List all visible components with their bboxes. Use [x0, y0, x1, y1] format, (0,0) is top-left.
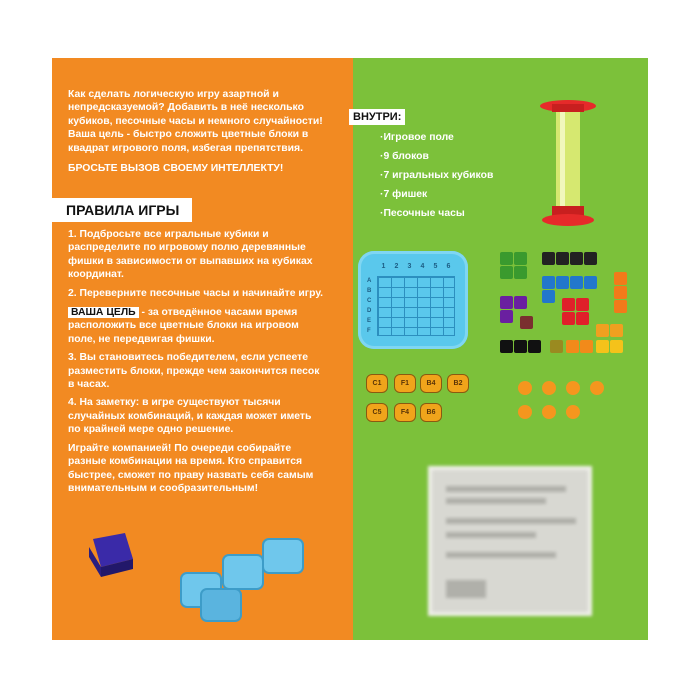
green-block — [500, 266, 513, 279]
rule-line: в часах. — [68, 379, 110, 391]
chip — [542, 405, 556, 419]
dice-token: C5 — [366, 403, 388, 422]
black-block — [584, 252, 597, 265]
black-block — [570, 252, 583, 265]
red-block — [576, 312, 589, 325]
inside-item: ·7 игральных кубиков — [380, 170, 494, 181]
black-block — [556, 252, 569, 265]
brown-block — [520, 316, 533, 329]
rule-line: 3. Вы становитесь победителем, если успеете — [68, 352, 309, 364]
olive-block — [550, 340, 563, 353]
green-block — [514, 252, 527, 265]
board-col-label: 4 — [420, 263, 425, 270]
board-row-labels — [367, 276, 371, 336]
board-column-labels — [377, 263, 455, 270]
inside-list — [380, 128, 493, 223]
rule-line: разместить блоки, прежде чем закончится песок — [68, 365, 320, 377]
dice-token: F4 — [394, 403, 416, 422]
intro-line: Как сделать логическую игру азартной и — [68, 89, 279, 100]
challenge-line: БРОСЬТЕ ВЫЗОВ СВОЕМУ ИНТЕЛЛЕКТУ! — [68, 163, 284, 175]
orange-block — [580, 340, 593, 353]
rule-line: внимательным и сообразительным! — [68, 482, 259, 494]
blue-block — [556, 276, 569, 289]
rule-line: расположить все цветные блоки на игровом — [68, 320, 299, 332]
orange-block — [566, 340, 579, 353]
goal-label: ВАША ЦЕЛЬ — [68, 307, 139, 318]
yellow-block — [610, 324, 623, 337]
blue-block — [542, 290, 555, 303]
black-block — [542, 252, 555, 265]
orange-block — [614, 300, 627, 313]
board-col-label: 3 — [407, 263, 412, 270]
red-block — [576, 298, 589, 311]
board-row-label: B — [367, 288, 372, 294]
board-col-label: 5 — [433, 263, 438, 270]
orange-block — [614, 272, 627, 285]
rule-line: Играйте компанией! По очереди собирайте — [68, 442, 292, 454]
rule-line: быстрее, сможет по праву назвать себя самым — [68, 469, 314, 481]
chip — [518, 405, 532, 419]
yellow-block — [596, 340, 609, 353]
inside-item: ·Игровое поле — [380, 132, 454, 143]
chip — [590, 381, 604, 395]
dice-token: F1 — [394, 374, 416, 393]
rule-line: фишки в зависимости от выпавших на кубиках — [68, 255, 313, 267]
rule-line: случайных комбинаций, и каждая может иметь — [68, 410, 312, 422]
intro-line: Ваша цель - быстро сложить цветные блоки в — [68, 129, 309, 141]
red-block — [562, 298, 575, 311]
blue-block-illustration — [181, 539, 303, 621]
board-row-label: E — [367, 318, 372, 324]
intro-line: квадрат игрового поля, избегая препятствия. — [68, 142, 303, 154]
board-row-label: F — [367, 328, 371, 334]
rule-line: разные комбинации на время. Кто справится — [68, 456, 303, 468]
chip — [566, 381, 580, 395]
yellow-block — [596, 324, 609, 337]
black-block — [514, 340, 527, 353]
purple-block — [500, 310, 513, 323]
board-row-label: A — [367, 278, 372, 284]
rule-line: 1. Подбросьте все игральные кубики и — [68, 229, 269, 240]
inside-item: ·Песочные часы — [380, 208, 465, 219]
rule-line: координат. — [68, 269, 124, 281]
inside-item: ·9 блоков — [380, 151, 429, 162]
chip — [542, 381, 556, 395]
blue-block — [584, 276, 597, 289]
intro-line: непредсказуемой? Добавить в неё несколько — [68, 102, 304, 114]
purple-block — [514, 296, 527, 309]
board-col-label: 2 — [394, 263, 399, 270]
black-block — [500, 340, 513, 353]
orange-block — [614, 286, 627, 299]
yellow-block — [610, 340, 623, 353]
board-col-label: 6 — [446, 263, 451, 270]
game-board-illustration — [358, 251, 468, 349]
rule-line: 2. Переверните песочные часы и начинайте игру. — [68, 287, 324, 299]
board-row-label: C — [367, 298, 372, 304]
goal-text: - за отведённое часами время — [138, 307, 298, 319]
dice-token: B4 — [420, 374, 442, 393]
red-block — [562, 312, 575, 325]
blue-block — [542, 276, 555, 289]
blue-block — [570, 276, 583, 289]
board-grid — [377, 276, 455, 336]
chip — [518, 381, 532, 395]
purple-die-illustration — [89, 533, 133, 577]
rule-line: распределите по игровому полю деревянные — [68, 242, 306, 254]
board-col-label: 1 — [381, 263, 386, 270]
board-row-label: D — [367, 308, 372, 314]
rule-line: по крайней мере одно решение. — [68, 424, 234, 436]
green-block — [500, 252, 513, 265]
intro-line: кубиков, песочные часы и немного случайности! — [68, 115, 323, 127]
rule-line: поле, не передвигая фишки. — [68, 333, 215, 345]
dice-token: C1 — [366, 374, 388, 393]
inside-item: ·7 фишек — [380, 189, 428, 200]
purple-block — [500, 296, 513, 309]
dice-token: B6 — [420, 403, 442, 422]
black-block — [528, 340, 541, 353]
chip — [566, 405, 580, 419]
hourglass-illustration — [530, 96, 610, 236]
block-illustration — [85, 525, 315, 625]
green-block — [514, 266, 527, 279]
goal-line — [68, 306, 348, 319]
rule-line: 4. На заметку: в игре существуют тысячи — [68, 397, 281, 409]
intro-text — [68, 88, 348, 175]
dice-token: B2 — [447, 374, 469, 393]
rules-title: ПРАВИЛА ИГРЫ — [52, 198, 192, 222]
inside-title: ВНУТРИ: — [349, 109, 405, 125]
rules-text — [68, 228, 348, 495]
blurred-label-box — [428, 466, 592, 616]
